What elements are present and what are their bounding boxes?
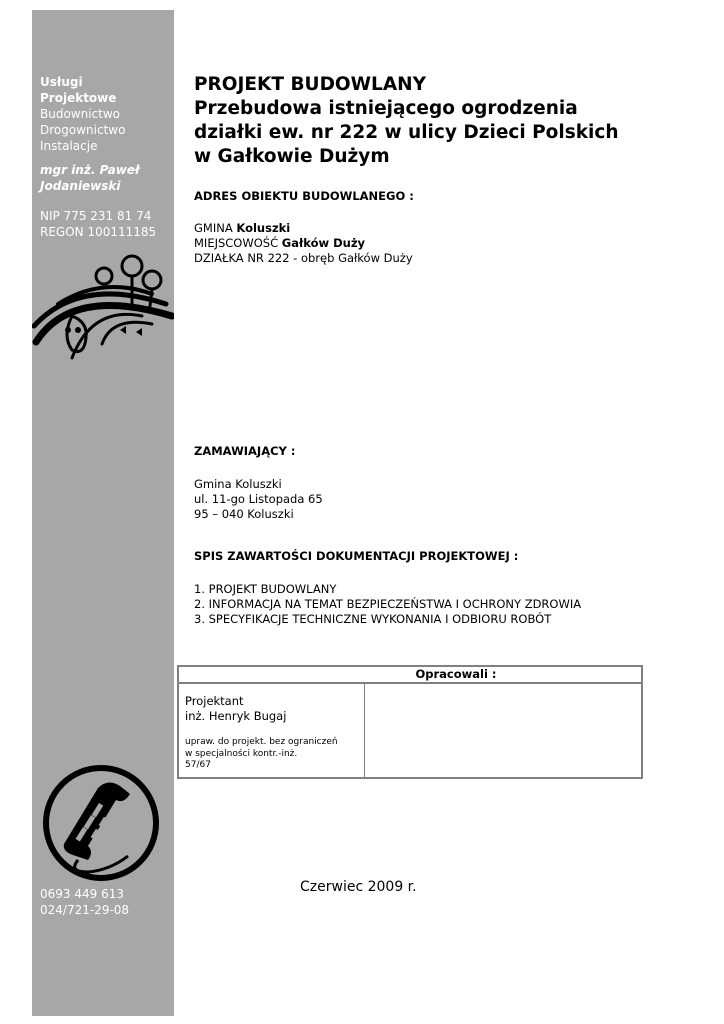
designer-role: Projektant — [185, 694, 244, 708]
designer-cell — [179, 684, 365, 777]
document-date: Czerwiec 2009 r. — [300, 879, 417, 895]
services-title-2: Projektowe — [40, 91, 117, 105]
address-block — [194, 221, 413, 266]
company-services — [40, 74, 125, 154]
title-line: w Gałkowie Dużym — [194, 146, 390, 167]
telephone-logo-icon — [38, 760, 164, 886]
gmina-label: GMINA — [194, 221, 237, 235]
owner-line-2: Jodaniewski — [40, 179, 121, 193]
contents-list — [194, 582, 581, 627]
gmina-line — [194, 221, 413, 236]
contents-item: 2. INFORMACJA NA TEMAT BEZPIECZEŃSTWA I OCHRONY ZDROWIA — [194, 597, 582, 611]
miejscowosc-label: MIEJSCOWOŚĆ — [194, 236, 282, 250]
fax-number: 024/721-29-08 — [40, 903, 130, 917]
gmina-value: Koluszki — [236, 221, 291, 235]
contents-heading: SPIS ZAWARTOŚCI DOKUMENTACJI PROJEKTOWEJ : — [194, 549, 519, 563]
permit-line: upraw. do projekt. bez ograniczeń — [185, 737, 338, 747]
owner-line-1: mgr inż. Paweł — [40, 163, 140, 177]
services-title-1: Usługi — [40, 75, 83, 89]
client-heading: ZAMAWIAJĄCY : — [194, 444, 296, 458]
client-block — [194, 477, 323, 522]
title-line: działki ew. nr 222 w ulicy Dzieci Polskich — [194, 122, 619, 143]
contents-item: 3. SPECYFIKACJE TECHNICZNE WYKONANIA I ODBIORU ROBÓT — [194, 612, 552, 626]
client-line: Gmina Koluszki — [194, 477, 282, 491]
dzialka-line: DZIAŁKA NR 222 - obręb Gałków Duży — [194, 251, 413, 265]
designer-permit — [185, 737, 364, 772]
company-logo-icon — [32, 246, 174, 366]
company-phones — [40, 886, 129, 918]
title-line: Przebudowa istniejącego ogrodzenia — [194, 98, 578, 119]
title-line: PROJEKT BUDOWLANY — [194, 74, 427, 95]
service-item: Instalacje — [40, 139, 98, 153]
service-item: Drogownictwo — [40, 123, 126, 137]
miejscowosc-line — [194, 236, 413, 251]
sidebar — [32, 10, 174, 1016]
client-line: 95 – 040 Koluszki — [194, 507, 294, 521]
regon-number: REGON 100111185 — [40, 225, 157, 239]
company-ids — [40, 208, 156, 240]
document-title — [194, 73, 654, 169]
prepared-by-heading: Opracowali : — [179, 667, 641, 684]
permit-line: 57/67 — [185, 760, 211, 770]
service-item: Budownictwo — [40, 107, 121, 121]
nip-number: NIP 775 231 81 74 — [40, 209, 152, 223]
company-owner — [40, 162, 139, 194]
prepared-by-table — [177, 665, 643, 779]
phone-number: 0693 449 613 — [40, 887, 124, 901]
miejscowosc-value: Gałków Duży — [281, 236, 366, 250]
address-heading: ADRES OBIEKTU BUDOWLANEGO : — [194, 189, 414, 203]
contents-item: 1. PROJEKT BUDOWLANY — [194, 582, 337, 596]
client-line: ul. 11-go Listopada 65 — [194, 492, 323, 506]
permit-line: w specjalności kontr.-inż. — [185, 748, 298, 759]
designer-name: inż. Henryk Bugaj — [185, 709, 287, 723]
designer-info — [185, 694, 364, 724]
